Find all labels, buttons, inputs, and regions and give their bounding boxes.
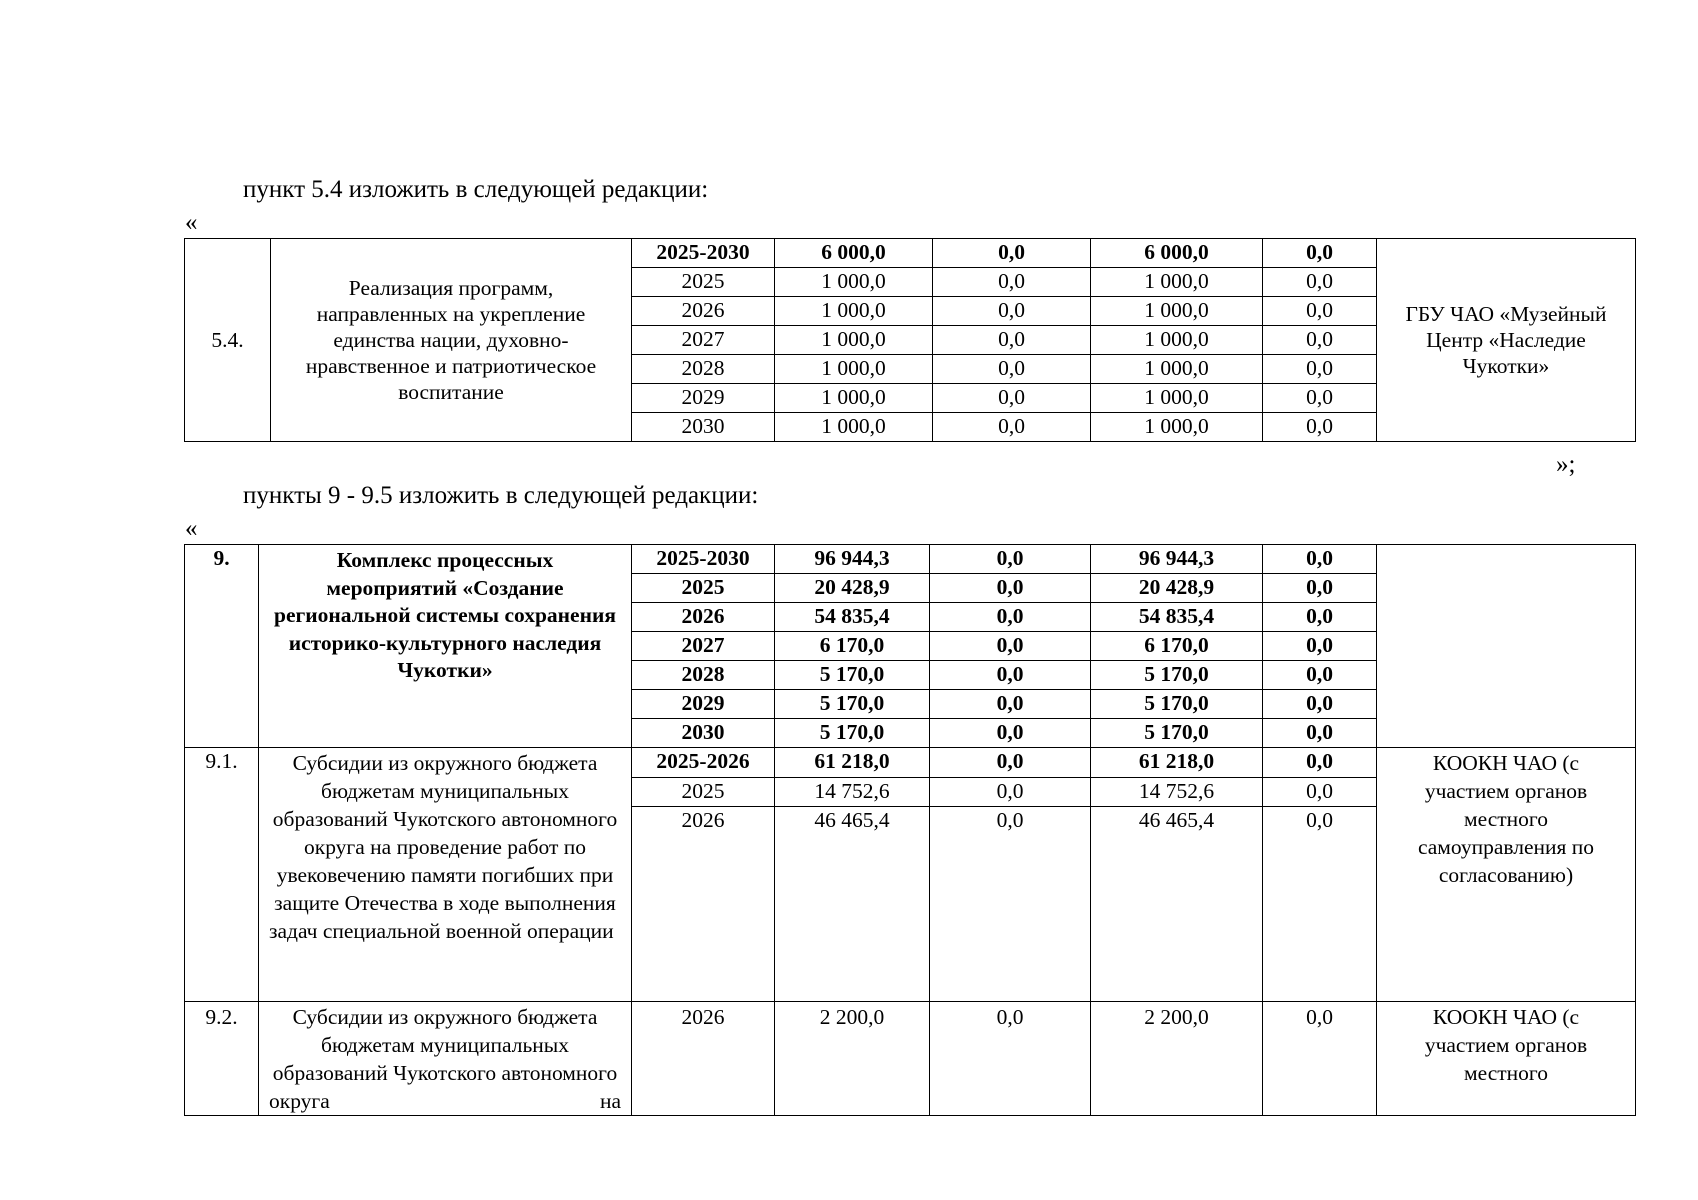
item9-row0-other: 0,0 xyxy=(1263,545,1377,574)
item9-row3-total: 6 170,0 xyxy=(775,632,930,661)
item9-row1-year: 2025 xyxy=(632,574,775,603)
item9-row3-year: 2027 xyxy=(632,632,775,661)
item9-row4-total: 5 170,0 xyxy=(775,661,930,690)
table1-row6-total: 1 000,0 xyxy=(775,413,933,442)
item91-row0-regional: 61 218,0 xyxy=(1091,748,1263,778)
table1-row2-regional: 1 000,0 xyxy=(1091,297,1263,326)
item91-row1-total: 14 752,6 xyxy=(775,778,930,807)
item9-row6-year: 2030 xyxy=(632,719,775,748)
item91-row0-other: 0,0 xyxy=(1263,748,1377,778)
item9-row0-year: 2025-2030 xyxy=(632,545,775,574)
table1-row4-regional: 1 000,0 xyxy=(1091,355,1263,384)
item9-row0-regional: 96 944,3 xyxy=(1091,545,1263,574)
item-5-4-name: Реализация программ, направленных на укрепление единства нации, духовно-нравственное и патриотическое воспитание xyxy=(271,239,632,442)
table1-row3-other: 0,0 xyxy=(1263,326,1377,355)
item92-row0-year: 2026 xyxy=(632,1002,775,1116)
item9-row5-other: 0,0 xyxy=(1263,690,1377,719)
table1-row4-total: 1 000,0 xyxy=(775,355,933,384)
item91-row2-other: 0,0 xyxy=(1263,807,1377,1002)
item9-row6-federal: 0,0 xyxy=(930,719,1091,748)
table1-row6-year: 2030 xyxy=(632,413,775,442)
item9-row4-regional: 5 170,0 xyxy=(1091,661,1263,690)
item9-row5-federal: 0,0 xyxy=(930,690,1091,719)
item9-row4-year: 2028 xyxy=(632,661,775,690)
item9-row6-total: 5 170,0 xyxy=(775,719,930,748)
table1-row2-total: 1 000,0 xyxy=(775,297,933,326)
table1-row5-regional: 1 000,0 xyxy=(1091,384,1263,413)
table1-row5-other: 0,0 xyxy=(1263,384,1377,413)
table1-row0-federal: 0,0 xyxy=(933,239,1091,268)
item91-row0-federal: 0,0 xyxy=(930,748,1091,778)
item92-row0-total: 2 200,0 xyxy=(775,1002,930,1116)
item9-row5-regional: 5 170,0 xyxy=(1091,690,1263,719)
item9-row1-federal: 0,0 xyxy=(930,574,1091,603)
item-9-2-executor: КООКН ЧАО (с участием органов местного xyxy=(1377,1002,1636,1116)
item9-row3-other: 0,0 xyxy=(1263,632,1377,661)
table-items-9 xyxy=(184,544,1636,1116)
item9-row0-total: 96 944,3 xyxy=(775,545,930,574)
table1-row0-total: 6 000,0 xyxy=(775,239,933,268)
item9-row4-federal: 0,0 xyxy=(930,661,1091,690)
item9-row1-total: 20 428,9 xyxy=(775,574,930,603)
item9-row1-other: 0,0 xyxy=(1263,574,1377,603)
table1-row4-federal: 0,0 xyxy=(933,355,1091,384)
item91-row1-regional: 14 752,6 xyxy=(1091,778,1263,807)
table1-row6-regional: 1 000,0 xyxy=(1091,413,1263,442)
table1-row0-regional: 6 000,0 xyxy=(1091,239,1263,268)
table1-row2-federal: 0,0 xyxy=(933,297,1091,326)
table1-row1-other: 0,0 xyxy=(1263,268,1377,297)
table1-row6-other: 0,0 xyxy=(1263,413,1377,442)
item-9-1-name: Субсидии из окружного бюджета бюджетам муниципальных образований Чукотского автономного округа на проведение работ по увековечению памяти погибших при защите Отечества в ходе выполнения задач специальной военной операции xyxy=(259,748,632,1002)
item92-row0-federal: 0,0 xyxy=(930,1002,1091,1116)
item-5-4-executor: ГБУ ЧАО «Музейный Центр «Наследие Чукотки» xyxy=(1377,239,1636,442)
table1-row1-year: 2025 xyxy=(632,268,775,297)
table1-row5-year: 2029 xyxy=(632,384,775,413)
item9-row0-federal: 0,0 xyxy=(930,545,1091,574)
item9-row6-regional: 5 170,0 xyxy=(1091,719,1263,748)
item-5-4-number: 5.4. xyxy=(185,239,271,442)
table1-row3-regional: 1 000,0 xyxy=(1091,326,1263,355)
table1-row3-federal: 0,0 xyxy=(933,326,1091,355)
table1-row3-total: 1 000,0 xyxy=(775,326,933,355)
item91-row2-regional: 46 465,4 xyxy=(1091,807,1263,1002)
item92-row0-other: 0,0 xyxy=(1263,1002,1377,1116)
table1-row4-year: 2028 xyxy=(632,355,775,384)
table1-row1-regional: 1 000,0 xyxy=(1091,268,1263,297)
table1-row1-total: 1 000,0 xyxy=(775,268,933,297)
open-quote: « xyxy=(185,209,198,236)
table1-row0-year: 2025-2030 xyxy=(632,239,775,268)
item9-row2-regional: 54 835,4 xyxy=(1091,603,1263,632)
table-item-5-4 xyxy=(184,238,1636,442)
item-9-executor xyxy=(1377,545,1636,748)
item9-row2-other: 0,0 xyxy=(1263,603,1377,632)
item-9-2-name: Субсидии из окружного бюджета бюджетам муниципальных образований Чукотского автономного округа на xyxy=(259,1002,632,1116)
item91-row2-year: 2026 xyxy=(632,807,775,1002)
item9-row4-other: 0,0 xyxy=(1263,661,1377,690)
table1-row5-federal: 0,0 xyxy=(933,384,1091,413)
item92-row0-regional: 2 200,0 xyxy=(1091,1002,1263,1116)
table1-row4-other: 0,0 xyxy=(1263,355,1377,384)
table1-row1-federal: 0,0 xyxy=(933,268,1091,297)
item9-row2-federal: 0,0 xyxy=(930,603,1091,632)
item9-row1-regional: 20 428,9 xyxy=(1091,574,1263,603)
item9-row5-year: 2029 xyxy=(632,690,775,719)
item91-row0-year: 2025-2026 xyxy=(632,748,775,778)
item91-row2-federal: 0,0 xyxy=(930,807,1091,1002)
item-9-1-number: 9.1. xyxy=(185,748,259,1002)
item-9-1-executor: КООКН ЧАО (с участием органов местного самоуправления по согласованию) xyxy=(1377,748,1636,1002)
table1-row3-year: 2027 xyxy=(632,326,775,355)
table1-row2-year: 2026 xyxy=(632,297,775,326)
table1-row5-total: 1 000,0 xyxy=(775,384,933,413)
item9-row3-federal: 0,0 xyxy=(930,632,1091,661)
open-quote-2: « xyxy=(185,515,198,542)
item91-row1-other: 0,0 xyxy=(1263,778,1377,807)
item91-row1-federal: 0,0 xyxy=(930,778,1091,807)
item9-row2-total: 54 835,4 xyxy=(775,603,930,632)
item-9-2-number: 9.2. xyxy=(185,1002,259,1116)
intro-paragraph-5-4: пункт 5.4 изложить в следующей редакции: xyxy=(243,176,709,203)
item91-row0-total: 61 218,0 xyxy=(775,748,930,778)
item9-row6-other: 0,0 xyxy=(1263,719,1377,748)
table1-row2-other: 0,0 xyxy=(1263,297,1377,326)
item9-row3-regional: 6 170,0 xyxy=(1091,632,1263,661)
item91-row1-year: 2025 xyxy=(632,778,775,807)
table1-row6-federal: 0,0 xyxy=(933,413,1091,442)
item-9-number: 9. xyxy=(185,545,259,748)
item-9-name: Комплекс процессных мероприятий «Создание региональной системы сохранения историко-культурного наследия Чукотки» xyxy=(259,545,632,748)
close-quote: »; xyxy=(1556,451,1576,478)
table1-row0-other: 0,0 xyxy=(1263,239,1377,268)
item9-row5-total: 5 170,0 xyxy=(775,690,930,719)
item91-row2-total: 46 465,4 xyxy=(775,807,930,1002)
item9-row2-year: 2026 xyxy=(632,603,775,632)
intro-paragraph-9: пункты 9 - 9.5 изложить в следующей редакции: xyxy=(243,482,759,509)
